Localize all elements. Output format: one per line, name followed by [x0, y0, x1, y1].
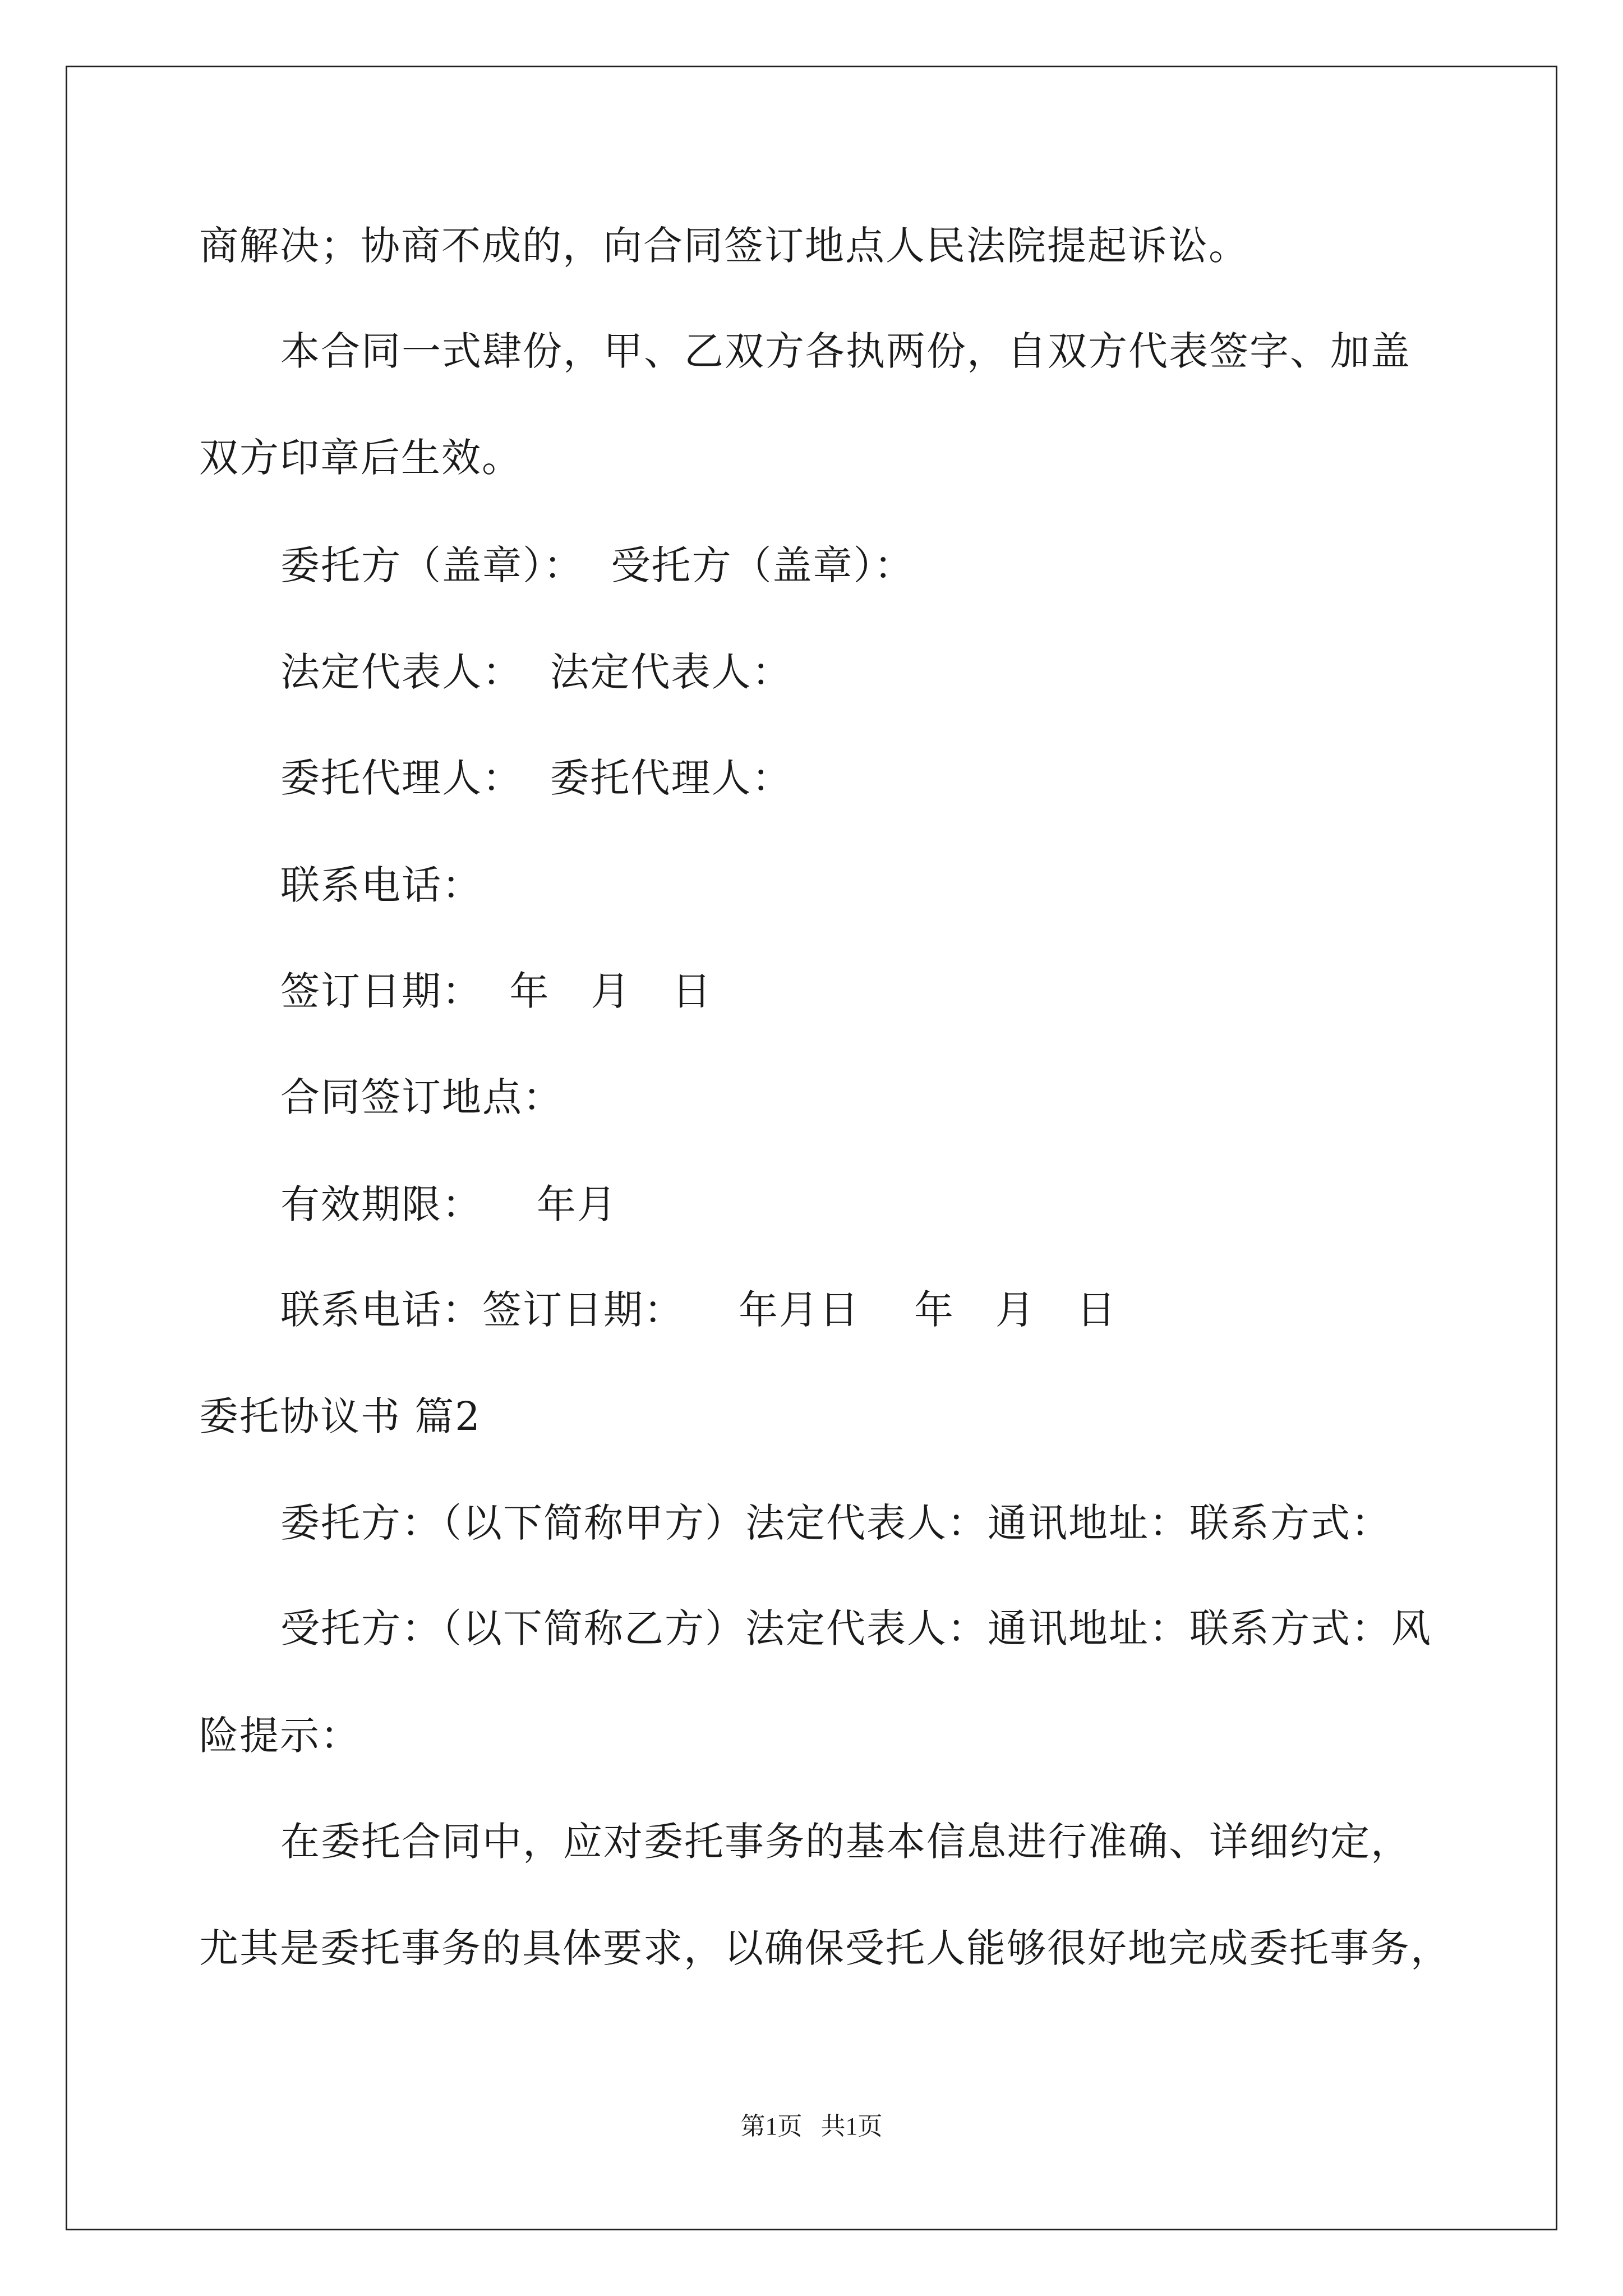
signature-line-stamp: 委托方（盖章）： 受托方（盖章）： — [280, 542, 915, 588]
signature-line-legal-rep: 法定代表人： 法定代表人： — [280, 649, 792, 695]
validity-line: 有效期限： 年月 — [280, 1181, 618, 1227]
section-heading: 委托协议书 篇2 — [199, 1393, 481, 1439]
paragraph-line: 受托方：（以下简称乙方）法定代表人：通讯地址：联系方式：风 — [280, 1605, 1432, 1651]
page-footer: 第1页 共1页 — [740, 2113, 883, 2140]
signing-date-line: 签订日期： 年 月 日 — [280, 968, 713, 1014]
paragraph-line: 委托方：（以下简称甲方）法定代表人：通讯地址：联系方式： — [280, 1500, 1391, 1546]
paragraph-line: 本合同一式肆份，甲、乙双方各执两份，自双方代表签字、加盖 — [280, 328, 1411, 374]
paragraph-line: 在委托合同中，应对委托事务的基本信息进行准确、详细约定， — [280, 1819, 1411, 1865]
contact-phone-line: 联系电话： — [280, 862, 482, 908]
paragraph-line: 险提示： — [199, 1713, 361, 1759]
page-border — [66, 66, 1557, 2230]
contact-date-line: 联系电话：签订日期： 年月日 年 月 日 — [280, 1287, 1117, 1333]
signing-place-line: 合同签订地点： — [280, 1074, 563, 1120]
paragraph-line: 双方印章后生效。 — [199, 435, 522, 481]
paragraph-line: 尤其是委托事务的具体要求，以确保受托人能够很好地完成委托事务， — [199, 1925, 1451, 1971]
paragraph-line: 商解决；协商不成的，向合同签订地点人民法院提起诉讼。 — [199, 223, 1249, 269]
signature-line-agent: 委托代理人： 委托代理人： — [280, 755, 792, 801]
